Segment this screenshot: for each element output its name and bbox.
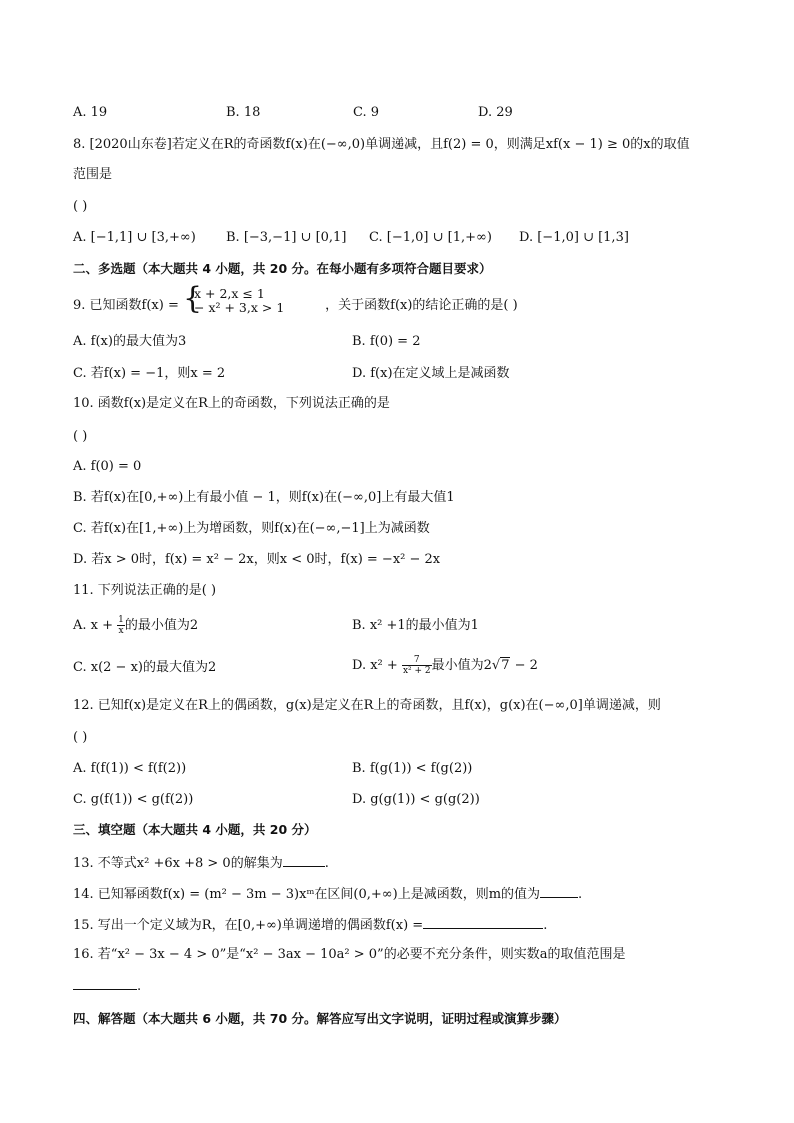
q10-option-c: C. 若f(x)在[1,+∞)上为增函数，则f(x)在(−∞,−1]上为减函数 <box>73 521 430 536</box>
q16: 16. 若“x² − 3x − 4 > 0”是“x² − 3ax − 10a² > 0”的必要不充分条件，则实数a的取值范围是 <box>73 947 626 962</box>
q12-option-d: D. g(g(1)) < g(g(2)) <box>352 792 480 807</box>
q9-option-b: B. f(0) = 2 <box>352 334 421 349</box>
q15-answer-blank[interactable] <box>423 915 543 929</box>
q15-text: 15. 写出一个定义域为R，在[0,+∞)单调递增的偶函数f(x) = <box>73 918 424 933</box>
fraction-numerator: 7 <box>402 655 432 666</box>
q8-stem-line1: 8. [2020山东卷]若定义在R的奇函数f(x)在(−∞,0)单调递减，且f(2) = 0，则满足xf(x − 1) ≥ 0的x的取值 <box>73 137 690 152</box>
q13-answer-blank[interactable] <box>283 853 325 867</box>
q11-option-a <box>73 614 198 638</box>
fraction-denominator: x <box>118 626 124 636</box>
q12-stem: 12. 已知f(x)是定义在R上的偶函数，g(x)是定义在R上的奇函数，且f(x)，g(x)在(−∞,0]单调递减，则 <box>73 698 661 713</box>
q12-option-a: A. f(f(1)) < f(f(2)) <box>73 761 187 776</box>
q11-option-c: C. x(2 − x)的最大值为2 <box>73 660 217 675</box>
section2-heading: 二、多选题（本大题共 4 小题，共 20 分。在每小题有多项符合题目要求） <box>73 261 492 276</box>
q8-option-d: D. [−1,0] ∪ [1,3] <box>519 230 629 245</box>
q11-option-a-suffix: 的最小值为2 <box>124 618 199 633</box>
section3-heading: 三、填空题（本大题共 4 小题，共 20 分） <box>73 822 317 837</box>
q7-option-b: B. 18 <box>226 105 261 120</box>
q8-option-b: B. [−3,−1] ∪ [0,1] <box>226 230 347 245</box>
q9-option-c: C. 若f(x) = −1，则x = 2 <box>73 366 226 381</box>
q13 <box>73 853 329 873</box>
q8-option-a: A. [−1,1] ∪ [3,+∞) <box>73 230 196 245</box>
q7-option-a: A. 19 <box>73 105 108 120</box>
q9-piecewise <box>183 281 321 319</box>
q10-option-d: D. 若x > 0时，f(x) = x² − 2x，则x < 0时，f(x) = −x² − 2x <box>73 552 441 567</box>
q8-answer-paren: ( ) <box>73 199 88 214</box>
q8-option-c: C. [−1,0] ∪ [1,+∞) <box>369 230 492 245</box>
q12-option-c: C. g(f(1)) < g(f(2)) <box>73 792 194 807</box>
q9-case2: − x² + 3,x > 1 <box>194 300 285 315</box>
q14-text: 14. 已知幂函数f(x) = (m² − 3m − 3)xᵐ在区间(0,+∞)上是减函数，则m的值为 <box>73 887 541 902</box>
q9-suffix: ，关于函数f(x)的结论正确的是( ) <box>325 298 518 313</box>
q14 <box>73 884 582 904</box>
fraction-denominator: x² + 2 <box>402 666 431 676</box>
q7-option-d: D. 29 <box>478 105 513 120</box>
q9-stem <box>73 281 518 319</box>
q11-option-a-prefix: A. x + <box>73 618 114 633</box>
q10-answer-paren: ( ) <box>73 429 88 444</box>
q16-answer-blank[interactable] <box>73 976 137 990</box>
q11-option-d-suffix: − 2 <box>510 658 538 673</box>
q12-answer-paren: ( ) <box>73 730 88 745</box>
q11-option-d-prefix: D. x² + <box>352 658 398 673</box>
q10-option-a: A. f(0) = 0 <box>73 459 142 474</box>
q10-option-b: B. 若f(x)在[0,+∞)上有最小值 − 1，则f(x)在(−∞,0]上有最大值1 <box>73 490 455 505</box>
fraction-numerator: 1 <box>118 615 124 625</box>
q11-option-d <box>352 653 538 679</box>
q10-stem: 10. 函数f(x)是定义在R上的奇函数，下列说法正确的是 <box>73 396 390 411</box>
q11-option-a-fraction <box>117 615 125 636</box>
q11-option-b: B. x² +1的最小值为1 <box>352 618 479 633</box>
q11-stem: 11. 下列说法正确的是( ) <box>73 583 217 598</box>
q9-option-a: A. f(x)的最大值为3 <box>73 334 187 349</box>
q13-end: . <box>324 856 329 871</box>
q7-option-c: C. 9 <box>353 105 380 120</box>
q16-end: . <box>137 979 142 994</box>
q12-option-b: B. f(g(1)) < f(g(2)) <box>352 761 473 776</box>
q11-option-d-fraction <box>402 655 432 676</box>
q9-case1: x + 2,x ≤ 1 <box>194 286 265 301</box>
brace-icon: { <box>183 281 203 316</box>
q13-text: 13. 不等式x² +6x +8 > 0的解集为 <box>73 856 283 871</box>
q16-line2 <box>73 976 141 996</box>
q11-option-d-mid: 最小值为2 <box>431 658 492 673</box>
section4-heading: 四、解答题（本大题共 6 小题，共 70 分。解答应写出文字说明，证明过程或演算步骤） <box>73 1011 567 1026</box>
q14-answer-blank[interactable] <box>540 884 578 898</box>
q8-stem-line2: 范围是 <box>73 167 113 182</box>
q9-prefix: 9. 已知函数f(x) = <box>73 298 179 313</box>
q15 <box>73 915 547 935</box>
q15-end: . <box>543 918 548 933</box>
q11-option-d-radicand: 7 <box>501 658 510 673</box>
sqrt-icon: √ <box>491 658 501 673</box>
q9-option-d: D. f(x)在定义域上是减函数 <box>352 366 510 381</box>
q14-end: . <box>578 887 583 902</box>
